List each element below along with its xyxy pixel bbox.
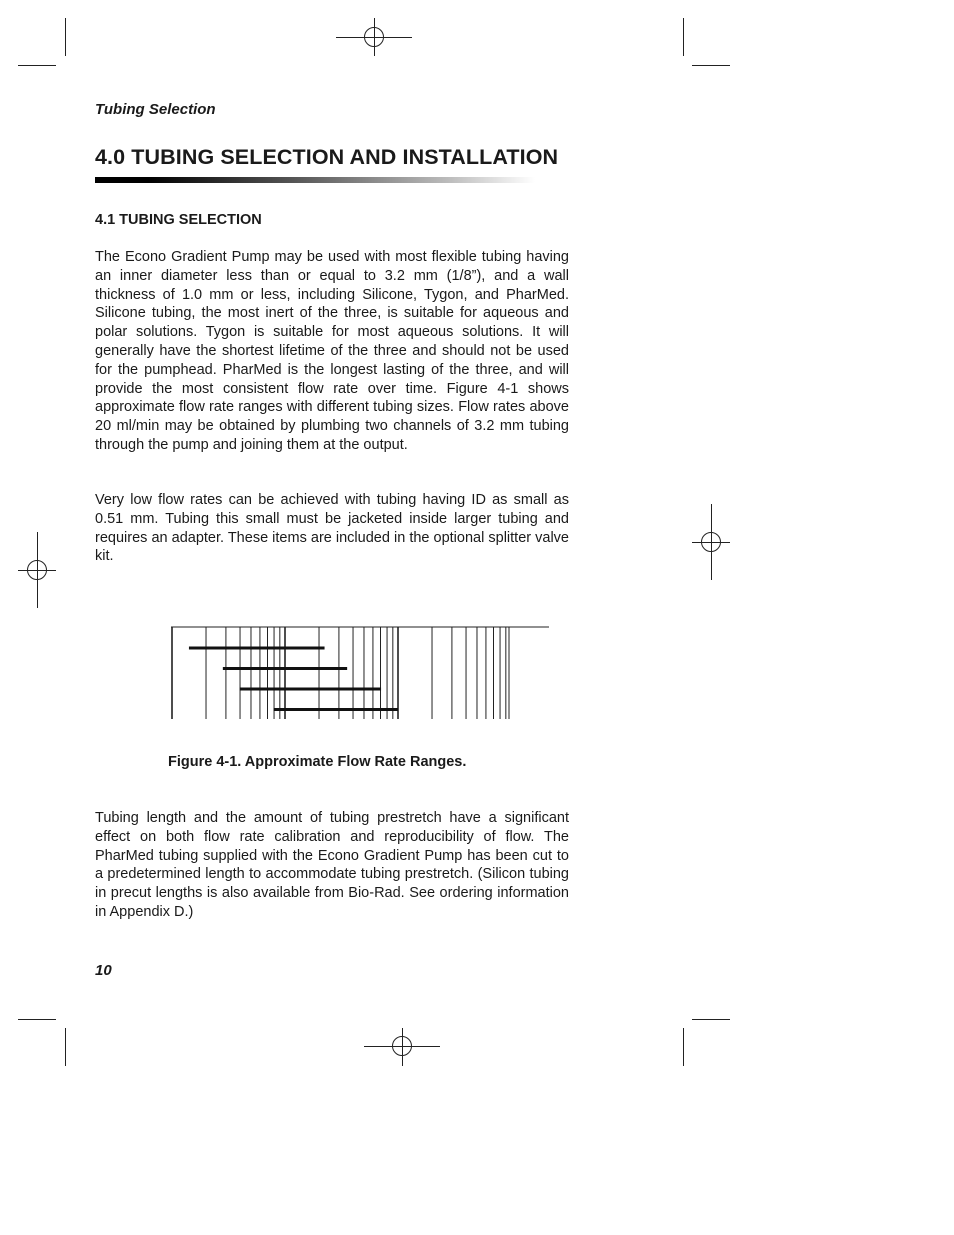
- running-header: Tubing Selection: [95, 101, 216, 118]
- crop-mark: [18, 65, 56, 66]
- body-paragraph: Tubing length and the amount of tubing prestretch have a significant effect on both flow rate calibration and reproducibility of flow. The PharMed tubing supplied with the Econo Gradient Pump has been cut to a predetermined length to accommodate tubing prestretch. (Silicon tubing in precut lengths is also available from Bio-Rad. See ordering information in Appendix D.): [95, 810, 569, 920]
- chart-bars: [189, 648, 398, 710]
- page-number: 10: [95, 962, 112, 979]
- body-paragraph: The Econo Gradient Pump may be used with most flexible tubing having an inner diameter less than or equal to 3.2 mm (1/8”), and a wall thickness of 1.0 mm or less, including Silicone, Tygon, and PharMed. Silicone tubing, the most inert of the three, is suitable for aqueous and polar solutions. Tygon is suitable for most aqueous solutions. It will generally have the shortest lifetime of the three and should not be used for the pumphead. PharMed is the longest lasting of the three, and will provide the most consistent flow rate over time. Figure 4-1 shows approximate flow rate ranges with different tubing sizes. Flow rates above 20 ml/min may be obtained by plumbing two channels of 3.2 mm tubing through the pump and joining them at the output.: [95, 249, 569, 453]
- crop-mark: [65, 18, 66, 56]
- registration-mark-circle: [27, 560, 47, 580]
- crop-mark: [683, 18, 684, 56]
- section-heading: 4.1 TUBING SELECTION: [95, 212, 262, 228]
- title-rule: [95, 177, 535, 183]
- flow-rate-chart: [171, 626, 551, 721]
- crop-mark: [692, 1019, 730, 1020]
- crop-mark: [692, 65, 730, 66]
- crop-mark: [65, 1028, 66, 1066]
- chapter-title: 4.0 TUBING SELECTION AND INSTALLATION: [95, 145, 559, 169]
- crop-mark: [18, 1019, 56, 1020]
- registration-mark-circle: [392, 1036, 412, 1056]
- crop-mark: [683, 1028, 684, 1066]
- figure-caption: Figure 4-1. Approximate Flow Rate Ranges.: [168, 754, 467, 770]
- chart-grid: [171, 627, 549, 719]
- registration-mark-circle: [364, 27, 384, 47]
- registration-mark-circle: [701, 532, 721, 552]
- body-paragraph: Very low flow rates can be achieved with tubing having ID as small as 0.51 mm. Tubing this small must be jacketed inside larger tubing and requires an adapter. These items are included in the optional splitter valve kit.: [95, 492, 569, 565]
